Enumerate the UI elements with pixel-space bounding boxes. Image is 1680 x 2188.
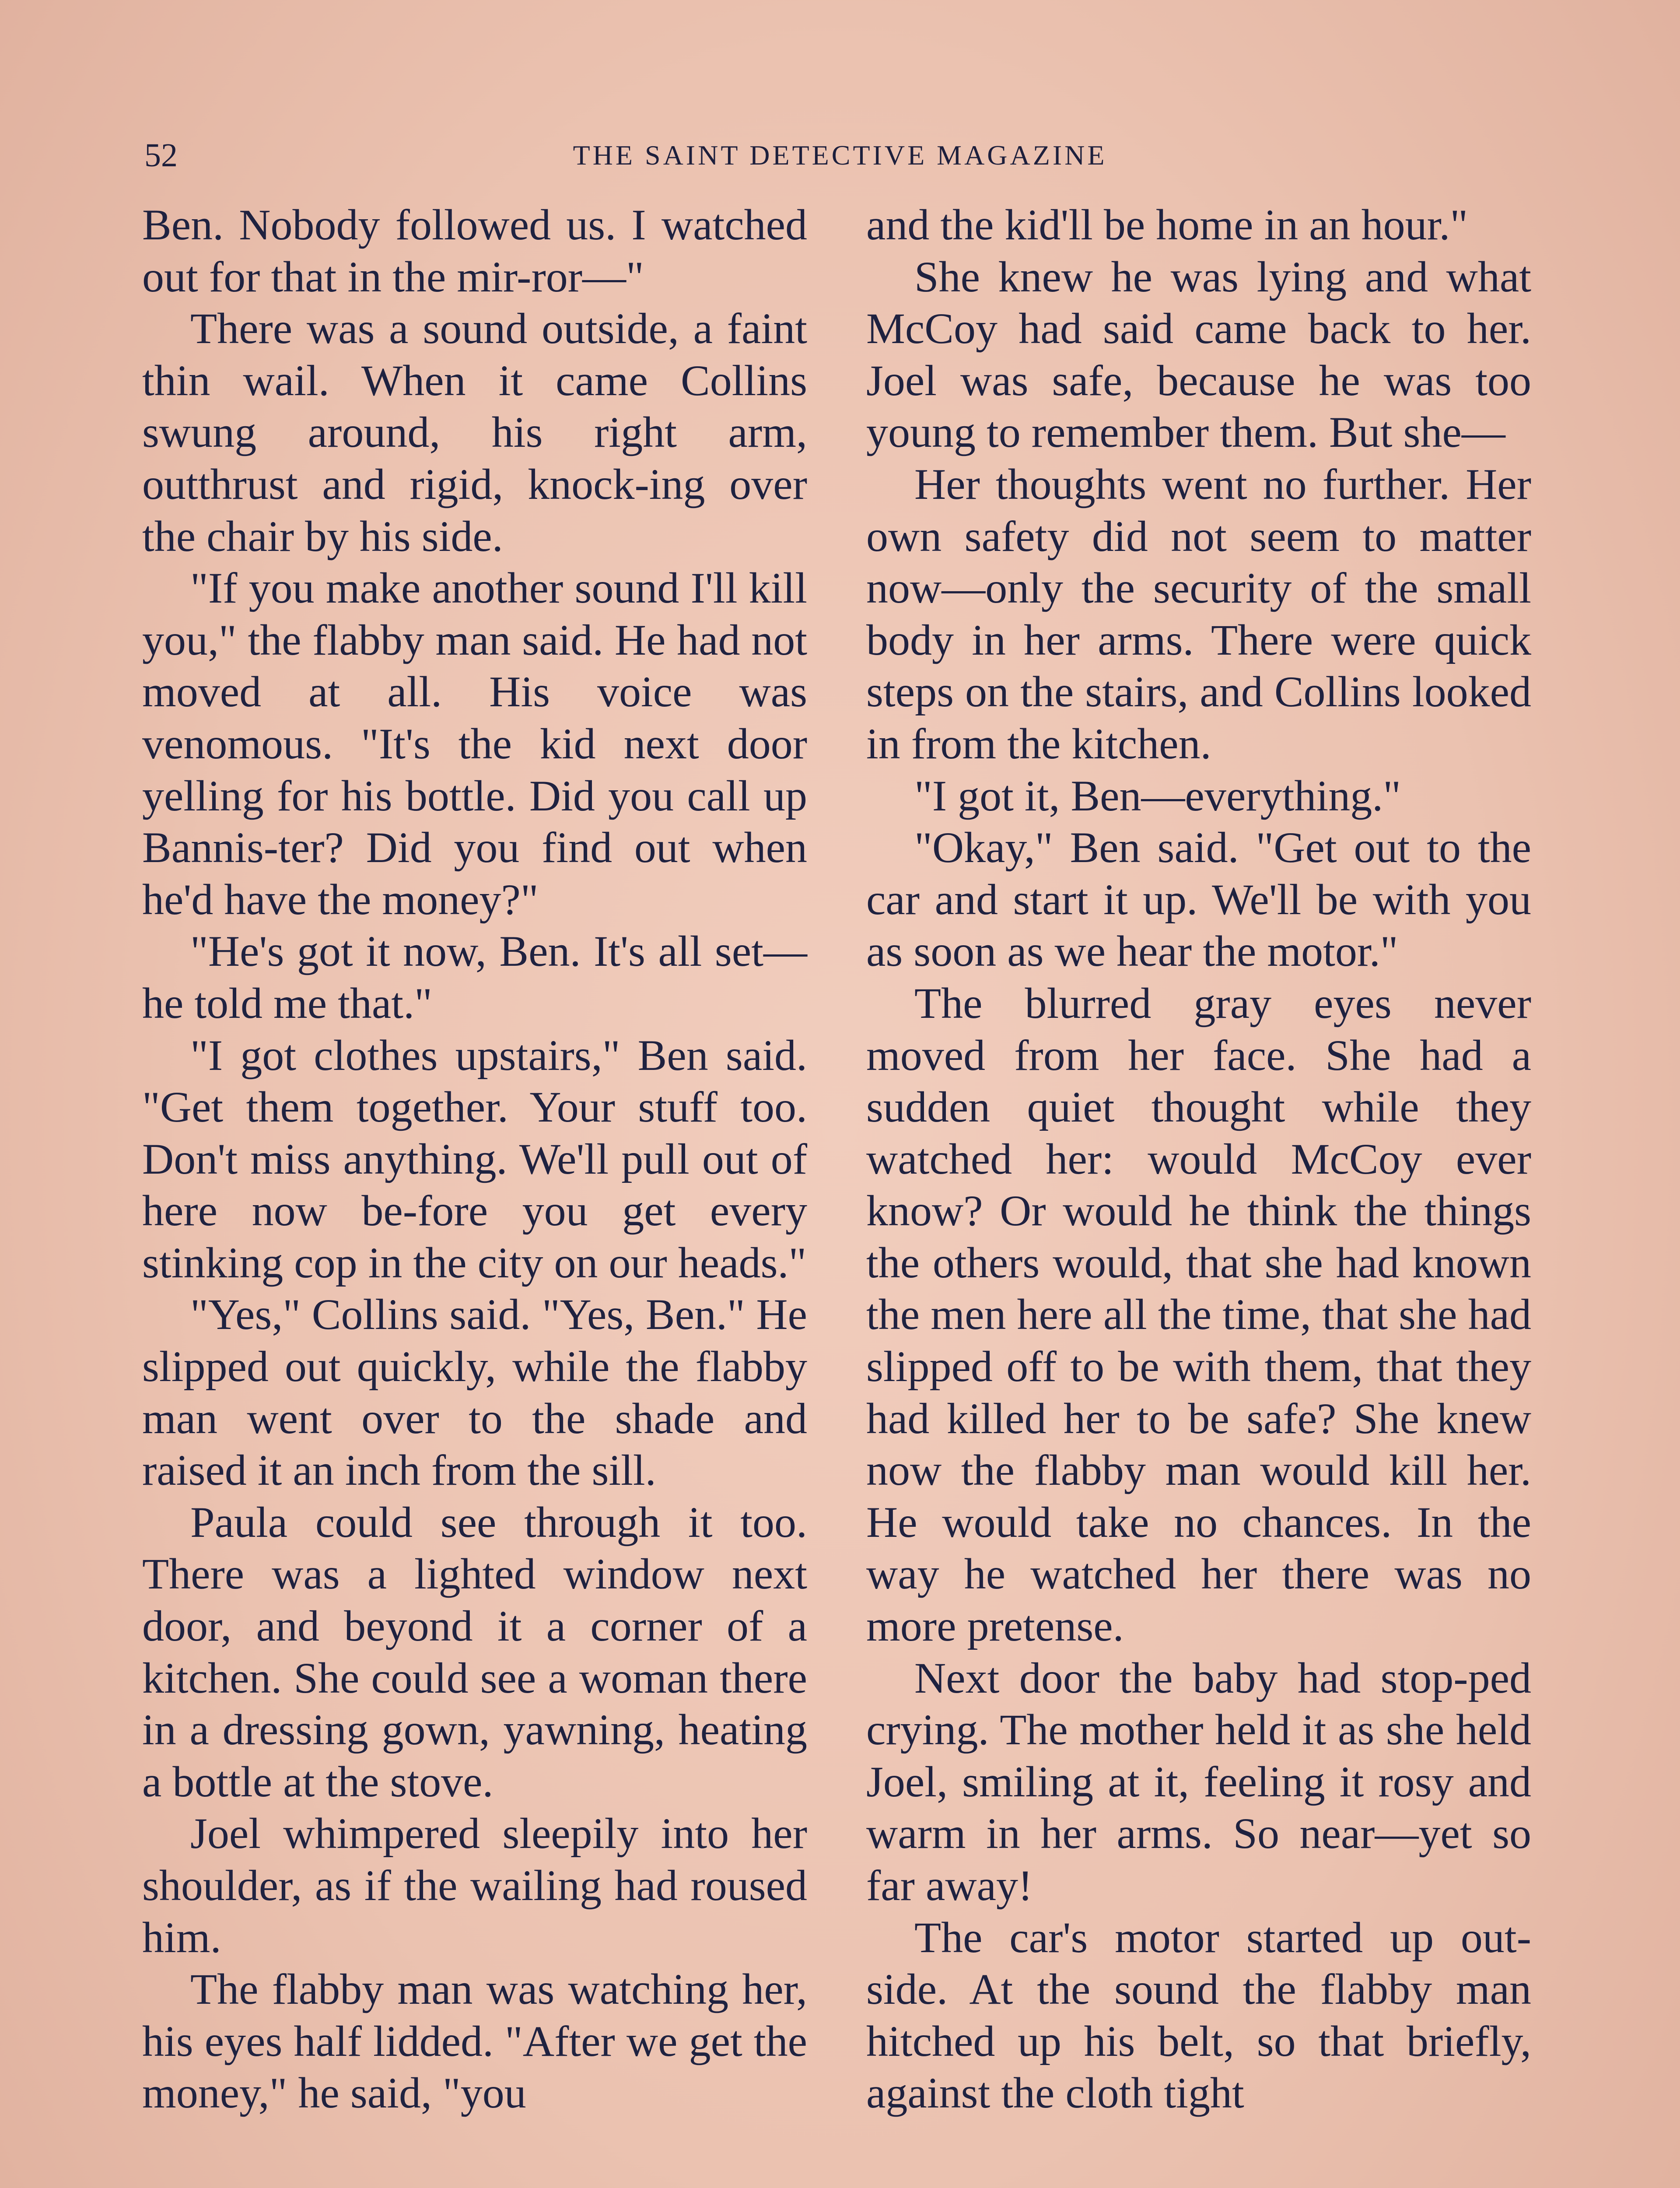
paragraph: "I got it, Ben—everything." [914, 771, 1401, 820]
paragraph: Next door the baby had stop-ped crying. The mother held it as she held Joel, smiling at it, feeling it rosy and warm in her arms. So near—yet so far away! [866, 1653, 1531, 1910]
paragraph: Paula could see through it too. There was a lighted window next door, and beyond it a corner of a kitchen. She could see a woman there in a dressing gown, yawning, heating a bottle at the stove. [142, 1497, 807, 1806]
running-head [144, 131, 1536, 179]
paragraph: She knew he was lying and what McCoy had said came back to her. Joel was safe, because he was too young to remember them. But she— [866, 252, 1531, 457]
paragraph: There was a sound outside, a faint thin wail. When it came Collins swung around, his right arm, outthrust and rigid, knock-ing over the chair by his side. [142, 304, 807, 561]
left-column [142, 199, 807, 2188]
magazine-title: THE SAINT DETECTIVE MAGAZINE [573, 140, 1107, 171]
paragraph: The car's motor started up out-side. At the sound the flabby man hitched up his belt, so that briefly, against the cloth tight [866, 1913, 1531, 2118]
paragraph: Her thoughts went no further. Her own safety did not seem to matter now—only the security of the small body in her arms. There were quick steps on the stairs, and Collins looked in from the kitchen. [866, 459, 1531, 768]
paragraph: The blurred gray eyes never moved from her face. She had a sudden quiet thought while they watched her: would McCoy ever know? Or would he think the things the others would, that she had known the men here all the time, that she had slipped off to be with them, that they had killed her to be safe? She knew now the flabby man would kill her. He would take no chances. In the way he watched her there was no more pretense. [866, 978, 1531, 1651]
paragraph: Ben. Nobody followed us. I watched out for that in the mir-ror—" [142, 200, 807, 301]
paragraph: "Okay," Ben said. "Get out to the car and start it up. We'll be with you as soon as we hear the motor." [866, 823, 1531, 976]
page-number: 52 [144, 137, 178, 174]
paragraph: "Yes," Collins said. "Yes, Ben." He slipped out quickly, while the flabby man went over to the shade and raised it an inch from the sill. [142, 1290, 807, 1495]
paragraph: "He's got it now, Ben. It's all set—he told me that." [142, 927, 807, 1027]
paragraph: "If you make another sound I'll kill you," the flabby man said. He had not moved at all. His voice was venomous. "It's the kid next door yelling for his bottle. Did you call up Bannis-ter? Did you find out when he'd have the money?" [142, 564, 807, 924]
paragraph: and the kid'll be home in an hour." [866, 200, 1468, 249]
paragraph: "I got clothes upstairs," Ben said. "Get them together. Your stuff too. Don't miss anything. We'll pull out of here now be-fore you get every stinking cop in the city on our heads." [142, 1031, 807, 1287]
paragraph: Joel whimpered sleepily into her shoulder, as if the wailing had roused him. [142, 1809, 807, 1962]
right-column [866, 199, 1531, 2188]
paragraph: The flabby man was watching her, his eyes half lidded. "After we get the money," he said, "you [142, 1965, 807, 2118]
